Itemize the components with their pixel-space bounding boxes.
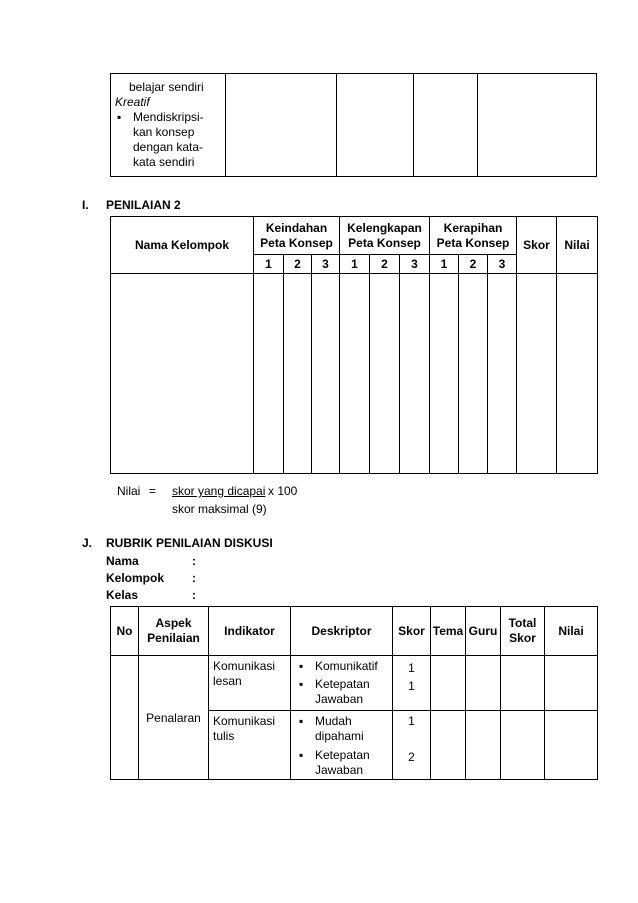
formula-equals: = — [149, 484, 157, 498]
field-nama-colon: : — [192, 554, 196, 568]
rubrik-guru-cell — [466, 656, 501, 711]
top-table — [110, 73, 597, 177]
rubrik-header-total: Total Skor — [501, 607, 545, 656]
data-cell — [254, 274, 284, 474]
top-empty-cell — [414, 74, 478, 177]
header-skor: Skor — [517, 217, 557, 274]
deskriptor-item: ▪ Ketepatan Jawaban — [297, 677, 388, 707]
rubrik-table — [110, 606, 598, 780]
rubrik-guru-cell — [466, 711, 501, 780]
top-bullet-list — [115, 110, 221, 170]
top-empty-cell — [226, 74, 337, 177]
rubrik-aspek-cell: Penalaran — [139, 656, 209, 780]
data-cell — [340, 274, 370, 474]
top-empty-cell — [337, 74, 414, 177]
data-cell — [312, 274, 340, 474]
data-cell — [459, 274, 488, 474]
rubrik-header-indikator: Indikator — [209, 607, 291, 656]
rubrik-header-nilai: Nilai — [545, 607, 598, 656]
deskriptor-list — [297, 714, 388, 778]
section-j-title: RUBRIK PENILAIAN DISKUSI — [106, 536, 273, 550]
header-nama-kelompok: Nama Kelompok — [111, 217, 254, 274]
header-kelengkapan: Kelengkapan Peta Konsep — [340, 217, 430, 255]
top-table-text-cell — [111, 74, 226, 177]
deskriptor-item: ▪ Mudah dipahami — [297, 714, 388, 744]
rubrik-header-guru: Guru — [466, 607, 501, 656]
data-cell — [400, 274, 430, 474]
subcol-1: 1 — [254, 255, 284, 274]
subcol-1: 1 — [340, 255, 370, 274]
data-cell — [430, 274, 459, 474]
rubrik-skor-cell: 1 2 — [393, 711, 431, 780]
rubrik-header-aspek: Aspek Penilaian — [139, 607, 209, 656]
section-j-letter: J. — [82, 536, 93, 550]
rubrik-deskriptor-cell — [291, 711, 393, 780]
section-i-title: PENILAIAN 2 — [106, 198, 181, 212]
rubrik-indikator-cell: Komunikasi tulis — [209, 711, 291, 780]
data-cell — [284, 274, 312, 474]
data-cell — [370, 274, 400, 474]
rubrik-header-skor: Skor — [393, 607, 431, 656]
formula-label: Nilai — [117, 484, 141, 498]
subcol-2: 2 — [370, 255, 400, 274]
deskriptor-item: ▪ Ketepatan Jawaban — [297, 748, 388, 778]
subcol-3: 3 — [400, 255, 430, 274]
rubrik-header-tema: Tema — [431, 607, 466, 656]
deskriptor-item: ▪ Komunikatif — [297, 659, 388, 674]
rubrik-nilai-cell — [545, 656, 598, 711]
top-line1: belajar sendiri — [129, 80, 204, 94]
formula-times: x 100 — [268, 484, 298, 498]
rubrik-nilai-cell — [545, 711, 598, 780]
data-cell — [557, 274, 598, 474]
section-i-letter: I. — [82, 198, 89, 212]
data-cell — [488, 274, 517, 474]
top-empty-cell — [478, 74, 597, 177]
formula-numerator: skor yang dicapai — [172, 484, 266, 498]
top-italic-label: Kreatif — [115, 95, 150, 109]
rubrik-no-cell — [111, 656, 139, 780]
data-cell — [517, 274, 557, 474]
rubrik-deskriptor-cell — [291, 656, 393, 711]
deskriptor-list — [297, 659, 388, 707]
field-kelompok-label: Kelompok — [106, 571, 165, 585]
formula-denominator: skor maksimal (9) — [172, 502, 267, 516]
subcol-3: 3 — [488, 255, 517, 274]
header-keindahan: Keindahan Peta Konsep — [254, 217, 340, 255]
data-cell — [111, 274, 254, 474]
top-bullet-item: ▪ Mendiskripsi- kan konsep dengan kata- kata sendiri — [115, 110, 221, 170]
subcol-2: 2 — [284, 255, 312, 274]
field-kelas-label: Kelas — [106, 588, 139, 602]
rubrik-total-cell — [501, 711, 545, 780]
subcol-1: 1 — [430, 255, 459, 274]
rubrik-skor-cell: 1 1 — [393, 656, 431, 711]
field-kelompok-colon: : — [192, 571, 196, 585]
rubrik-total-cell — [501, 656, 545, 711]
subcol-2: 2 — [459, 255, 488, 274]
header-kerapihan: Kerapihan Peta Konsep — [430, 217, 517, 255]
penilaian-table — [110, 216, 598, 474]
subcol-3: 3 — [312, 255, 340, 274]
rubrik-tema-cell — [431, 711, 466, 780]
rubrik-header-no: No — [111, 607, 139, 656]
rubrik-header-deskriptor: Deskriptor — [291, 607, 393, 656]
field-nama-label: Nama — [106, 554, 139, 568]
rubrik-indikator-cell: Komunikasi lesan — [209, 656, 291, 711]
field-kelas-colon: : — [192, 588, 196, 602]
rubrik-tema-cell — [431, 656, 466, 711]
header-nilai: Nilai — [557, 217, 598, 274]
